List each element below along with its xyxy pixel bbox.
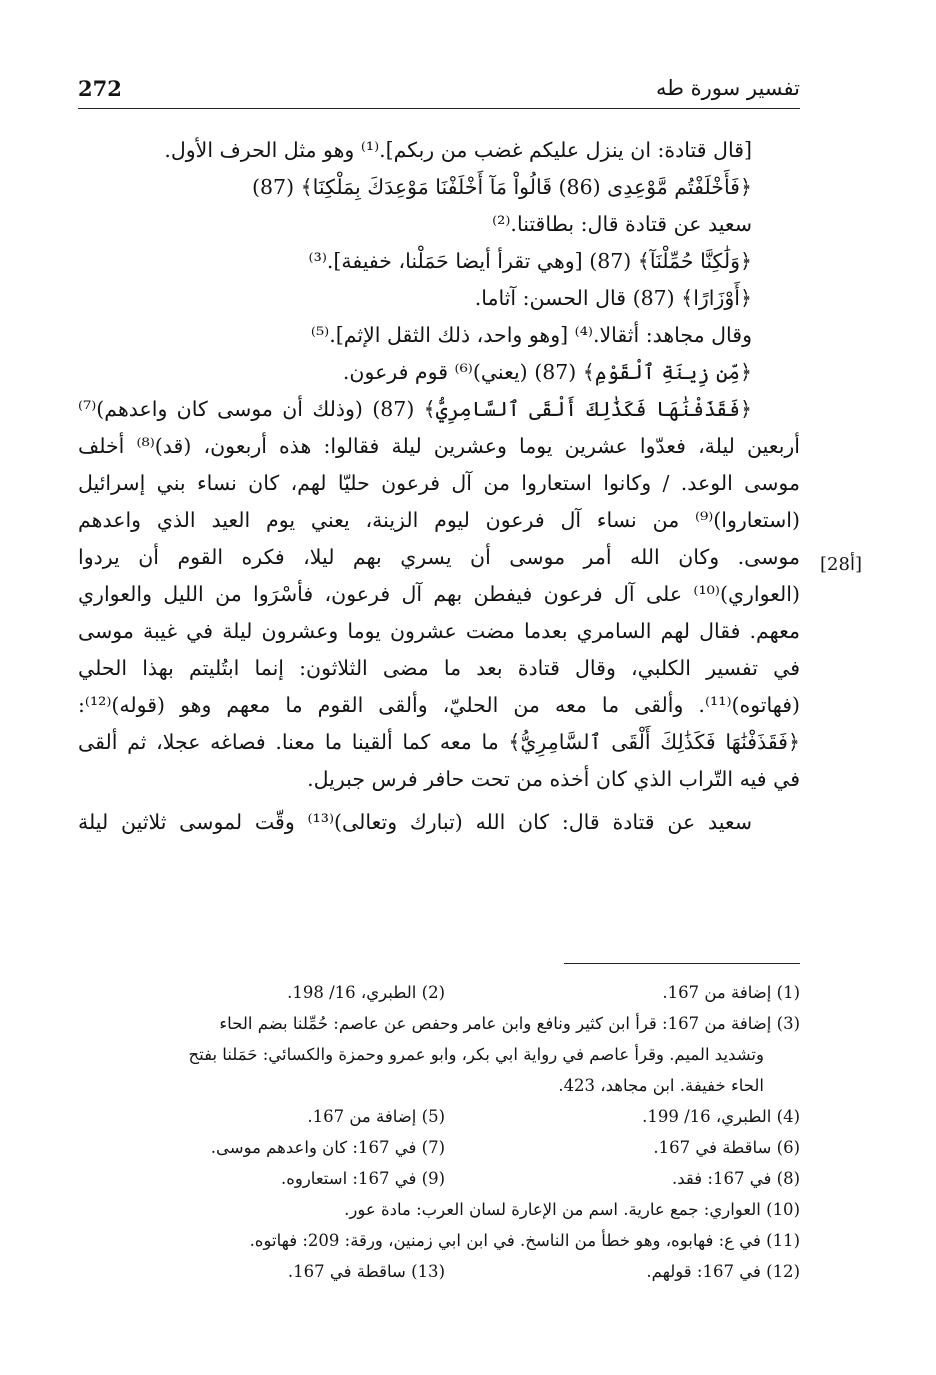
- text-line: أربعين ليلة، فعدّوا عشرين يوما وعشرين ليلة فقالوا: هذه أربعون، (قد)⁽⁸⁾ أخلف: [78, 434, 800, 458]
- footnote-continuation: الحاء خفيفة. ابن مجاهد، 423.: [558, 1076, 764, 1095]
- footnote-row: [120, 1132, 800, 1163]
- verse-line: ﴿فَقَذَفْنَٰهَا فَكَذَٰلِكَ أَلْقَى ٱلسَّامِرِيُّ﴾ ما معه كما ألقينا ما معنا. فصاغه عجلا، ثم ألقى: [78, 730, 800, 754]
- text-line: في تفسير الكلبي، وقال قتادة بعد ما مضى الثلاثون: إنما ابتُليتم بهذا الحلي: [78, 656, 800, 680]
- footnote: (8) في 167: فقد.: [672, 1169, 800, 1188]
- text-line: في فيه التّراب الذي كان أخذه من تحت حافر فرس جبريل.: [307, 767, 800, 791]
- verse-line: ﴿وَلَٰكِنَّا حُمِّلْنَآ﴾ (87) [وهي تقرأ أيضا حَمَلْنا، خفيفة].⁽³⁾: [308, 249, 752, 273]
- footnote: (11) في ع: فهابوه، وهو خطأ من الناسخ. في ابن ابي زمنين، ورقة: 209: فهاتوه.: [249, 1231, 800, 1250]
- footnote: (12) في 167: قولهم.: [646, 1262, 800, 1281]
- verse-line: ﴿فَقَذَفْنَٰهَا فَكَذَٰلِكَ أَلْقَى ٱلسَّامِرِيُّ﴾ (87) (وذلك أن موسى كان واعدهم)⁽⁷⁾: [78, 397, 752, 421]
- footnote: (6) ساقطة في 167.: [653, 1138, 800, 1157]
- verse-line: ﴿فَأَخْلَفْتُم مَّوْعِدِى (86) قَالُواْ مَآ أَخْلَفْنَا مَوْعِدَكَ بِمَلْكِنَا﴾ (87): [252, 175, 752, 199]
- footnote: (1) إضافة من 167.: [662, 983, 800, 1002]
- text-line: (العواري)⁽¹⁰⁾ على آل فرعون فيفطن بهم آل فرعون، فأسْرَوا من الليل والعواري: [78, 582, 800, 606]
- footnote: (2) الطبري، 16/ 198.: [287, 983, 445, 1002]
- page-header: [78, 76, 800, 106]
- verse-line: ﴿مِّن زِينَةِ ٱلْقَوْمِ﴾ (87) (يعني)⁽⁶⁾ قوم فرعون.: [342, 360, 752, 384]
- text-line: (استعاروا)⁽⁹⁾ من نساء آل فرعون ليوم الزينة، يعني يوم العيد الذي واعدهم: [78, 508, 800, 532]
- footnotes: [120, 977, 800, 1287]
- footnote: (3) إضافة من 167: قرأ ابن كثير ونافع وابن عامر وحفص عن عاصم: حُمِّلنا بضم الحاء: [219, 1014, 800, 1033]
- footnote: (10) العواري: جمع عارية. اسم من الإعارة لسان العرب: مادة عور.: [344, 1200, 800, 1219]
- text-line: موسى الوعد. / وكانوا استعاروا من آل فرعون حليّا لهم، كان نساء بني إسرائيل: [78, 471, 800, 495]
- header-rule: [78, 108, 800, 109]
- footnote-row: [120, 977, 800, 1008]
- footnote: (7) في 167: كان واعدهم موسى.: [210, 1138, 445, 1157]
- footnote-continuation: وتشديد الميم. وقرأ عاصم في رواية ابي بكر، وابو عمرو وحمزة والكسائي: حَمَلنا بفتح: [188, 1045, 764, 1064]
- footnote-row: [120, 1163, 800, 1194]
- footnote-row: [120, 1256, 800, 1287]
- footnote: (4) الطبري، 16/ 199.: [642, 1107, 800, 1126]
- running-title: تفسير سورة طه: [655, 76, 800, 100]
- body-text: [78, 132, 800, 841]
- text-line: سعيد عن قتادة قال: كان الله (تبارك وتعالى)⁽¹³⁾ وقّت لموسى ثلاثين ليلة: [78, 810, 752, 834]
- text-line: موسى. وكان الله أمر موسى أن يسري بهم ليلا، فكره القوم أن يردوا: [78, 545, 800, 569]
- verse-line: ﴿أَوْزَارًا﴾ (87) قال الحسن: آثاما.: [474, 286, 752, 310]
- text-line: وقال مجاهد: أثقالا.⁽⁴⁾ [وهو واحد، ذلك الثقل الإثم].⁽⁵⁾: [310, 323, 752, 347]
- footnote: (5) إضافة من 167.: [307, 1107, 445, 1126]
- footnote-row: [120, 1101, 800, 1132]
- text-line: سعيد عن قتادة قال: بطاقتنا.⁽²⁾: [492, 212, 752, 236]
- footnote-rule: [564, 963, 800, 964]
- page-number: 272: [78, 76, 122, 101]
- footnote: (9) في 167: استعاروه.: [280, 1169, 445, 1188]
- footnote: (13) ساقطة في 167.: [287, 1262, 445, 1281]
- text-line: [قال قتادة: ان ينزل عليكم غضب من ربكم].⁽¹⁾ وهو مثل الحرف الأول.: [164, 138, 752, 162]
- text-line: معهم. فقال لهم السامري بعدما مضت عشرون يوما وعشرون ليلة في غيبة موسى: [78, 619, 800, 643]
- text-line: (فهاتوه)⁽¹¹⁾. وألقى ما معه من الحليّ، وألقى القوم ما معهم وهو (قوله)⁽¹²⁾:: [78, 693, 800, 717]
- manuscript-folio-note: [28أ]: [820, 554, 862, 575]
